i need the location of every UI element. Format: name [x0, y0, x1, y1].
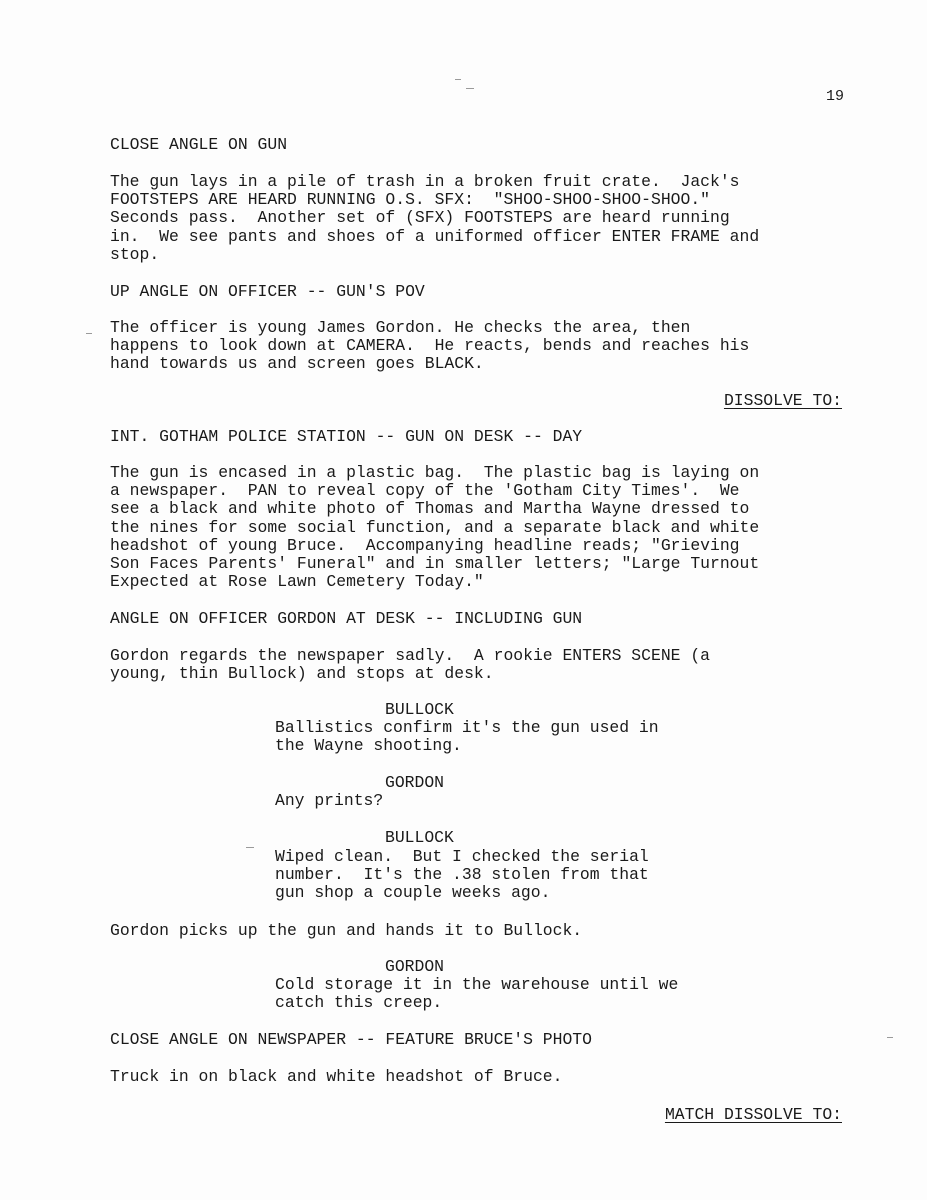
scene-heading-angle-on-gordon: ANGLE ON OFFICER GORDON AT DESK -- INCLUDING GUN	[110, 609, 583, 628]
character-bullock: BULLOCK	[385, 700, 454, 719]
dialogue-bullock-ballistics: Ballistics confirm it's the gun used in the Wayne shooting.	[275, 718, 659, 756]
transition-dissolve-to: DISSOLVE TO:	[723, 391, 842, 410]
scan-speck	[86, 333, 92, 334]
character-gordon: GORDON	[385, 773, 445, 792]
character-gordon: GORDON	[385, 957, 445, 976]
scan-speck	[455, 79, 461, 80]
dialogue-bullock-serial: Wiped clean. But I checked the serial number. It's the .38 stolen from that gun shop a couple weeks ago.	[275, 847, 649, 903]
action-gun-on-desk: The gun is encased in a plastic bag. The plastic bag is laying on a newspaper. PAN to reveal copy of the 'Gotham City Times'. We see a black and white photo of Thomas and Martha Wayne dressed to the nines for some social function, and a separate black and white headshot of young Bruce. Accompanying headline reads; "Grieving Son Faces Parents' Funeral" and in smaller letters; "Large Turnout Expected at Rose Lawn Cemetery Today."	[110, 463, 760, 592]
scan-speck	[246, 847, 254, 848]
action-gun-in-trash: The gun lays in a pile of trash in a broken fruit crate. Jack's FOOTSTEPS ARE HEARD RUNNING O.S. SFX: "SHOO-SHOO-SHOO-SHOO." Seconds pass. Another set of (SFX) FOOTSTEPS are heard running in. We see pants and shoes of a uniformed officer ENTER FRAME and stop.	[110, 172, 760, 264]
scan-speck	[466, 88, 474, 89]
scene-heading-close-angle-on-newspaper: CLOSE ANGLE ON NEWSPAPER -- FEATURE BRUCE'S PHOTO	[110, 1030, 592, 1049]
action-rookie-enters: Gordon regards the newspaper sadly. A rookie ENTERS SCENE (a young, thin Bullock) and stops at desk.	[110, 646, 710, 684]
character-bullock: BULLOCK	[385, 828, 454, 847]
action-gordon-hands-gun: Gordon picks up the gun and hands it to Bullock.	[110, 921, 583, 940]
scene-heading-close-angle-on-gun: CLOSE ANGLE ON GUN	[110, 135, 288, 154]
scene-heading-police-station: INT. GOTHAM POLICE STATION -- GUN ON DESK -- DAY	[110, 427, 583, 446]
dialogue-gordon-cold-storage: Cold storage it in the warehouse until we catch this creep.	[275, 975, 679, 1013]
page-number: 19	[825, 88, 844, 105]
dialogue-gordon-prints: Any prints?	[275, 791, 384, 810]
action-truck-in: Truck in on black and white headshot of Bruce.	[110, 1067, 563, 1086]
scene-heading-up-angle-on-officer: UP ANGLE ON OFFICER -- GUN'S POV	[110, 282, 425, 301]
action-officer-gordon: The officer is young James Gordon. He checks the area, then happens to look down at CAMERA. He reacts, bends and reaches his hand towards us and screen goes BLACK.	[110, 318, 750, 374]
scan-speck	[887, 1037, 893, 1038]
transition-match-dissolve-to: MATCH DISSOLVE TO:	[664, 1105, 842, 1124]
